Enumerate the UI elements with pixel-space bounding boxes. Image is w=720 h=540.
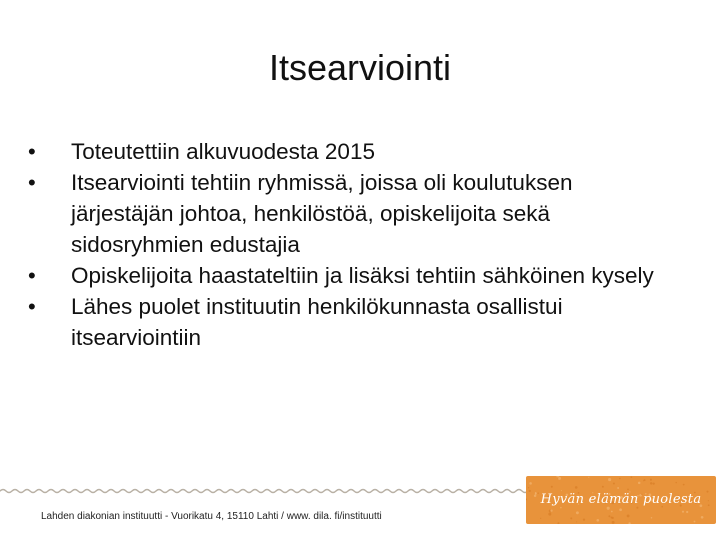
bullet-text: Opiskelijoita haastateltiin ja lisäksi tehtiin sähköinen kysely	[71, 263, 654, 288]
bullet-item	[28, 260, 668, 291]
bullet-item	[28, 136, 668, 167]
footer-address: Lahden diakonian instituutti - Vuorikatu 4, 15110 Lahti / www. dila. fi/instituutti	[41, 511, 382, 522]
bullet-icon: •	[28, 170, 36, 195]
bullet-item	[28, 167, 668, 260]
bullet-text: Itsearviointi tehtiin ryhmissä, joissa oli koulutuksen järjestäjän johtoa, henkilöstöä, opiskelijoita sekä sidosryhmien edustajia	[71, 170, 573, 257]
bullet-icon: •	[28, 139, 36, 164]
wave-divider	[0, 484, 530, 498]
brand-badge	[526, 476, 716, 524]
bullet-icon: •	[28, 263, 36, 288]
bullet-text: Toteutettiin alkuvuodesta 2015	[71, 139, 375, 164]
bullet-icon: •	[28, 294, 36, 319]
bullet-list	[28, 136, 668, 353]
brand-slogan: Hyvän elämän puolesta	[540, 492, 702, 507]
bullet-item	[28, 291, 668, 353]
slide-title: Itsearviointi	[268, 47, 452, 88]
bullet-text: Lähes puolet instituutin henkilökunnasta osallistui itsearviointiin	[71, 294, 563, 350]
